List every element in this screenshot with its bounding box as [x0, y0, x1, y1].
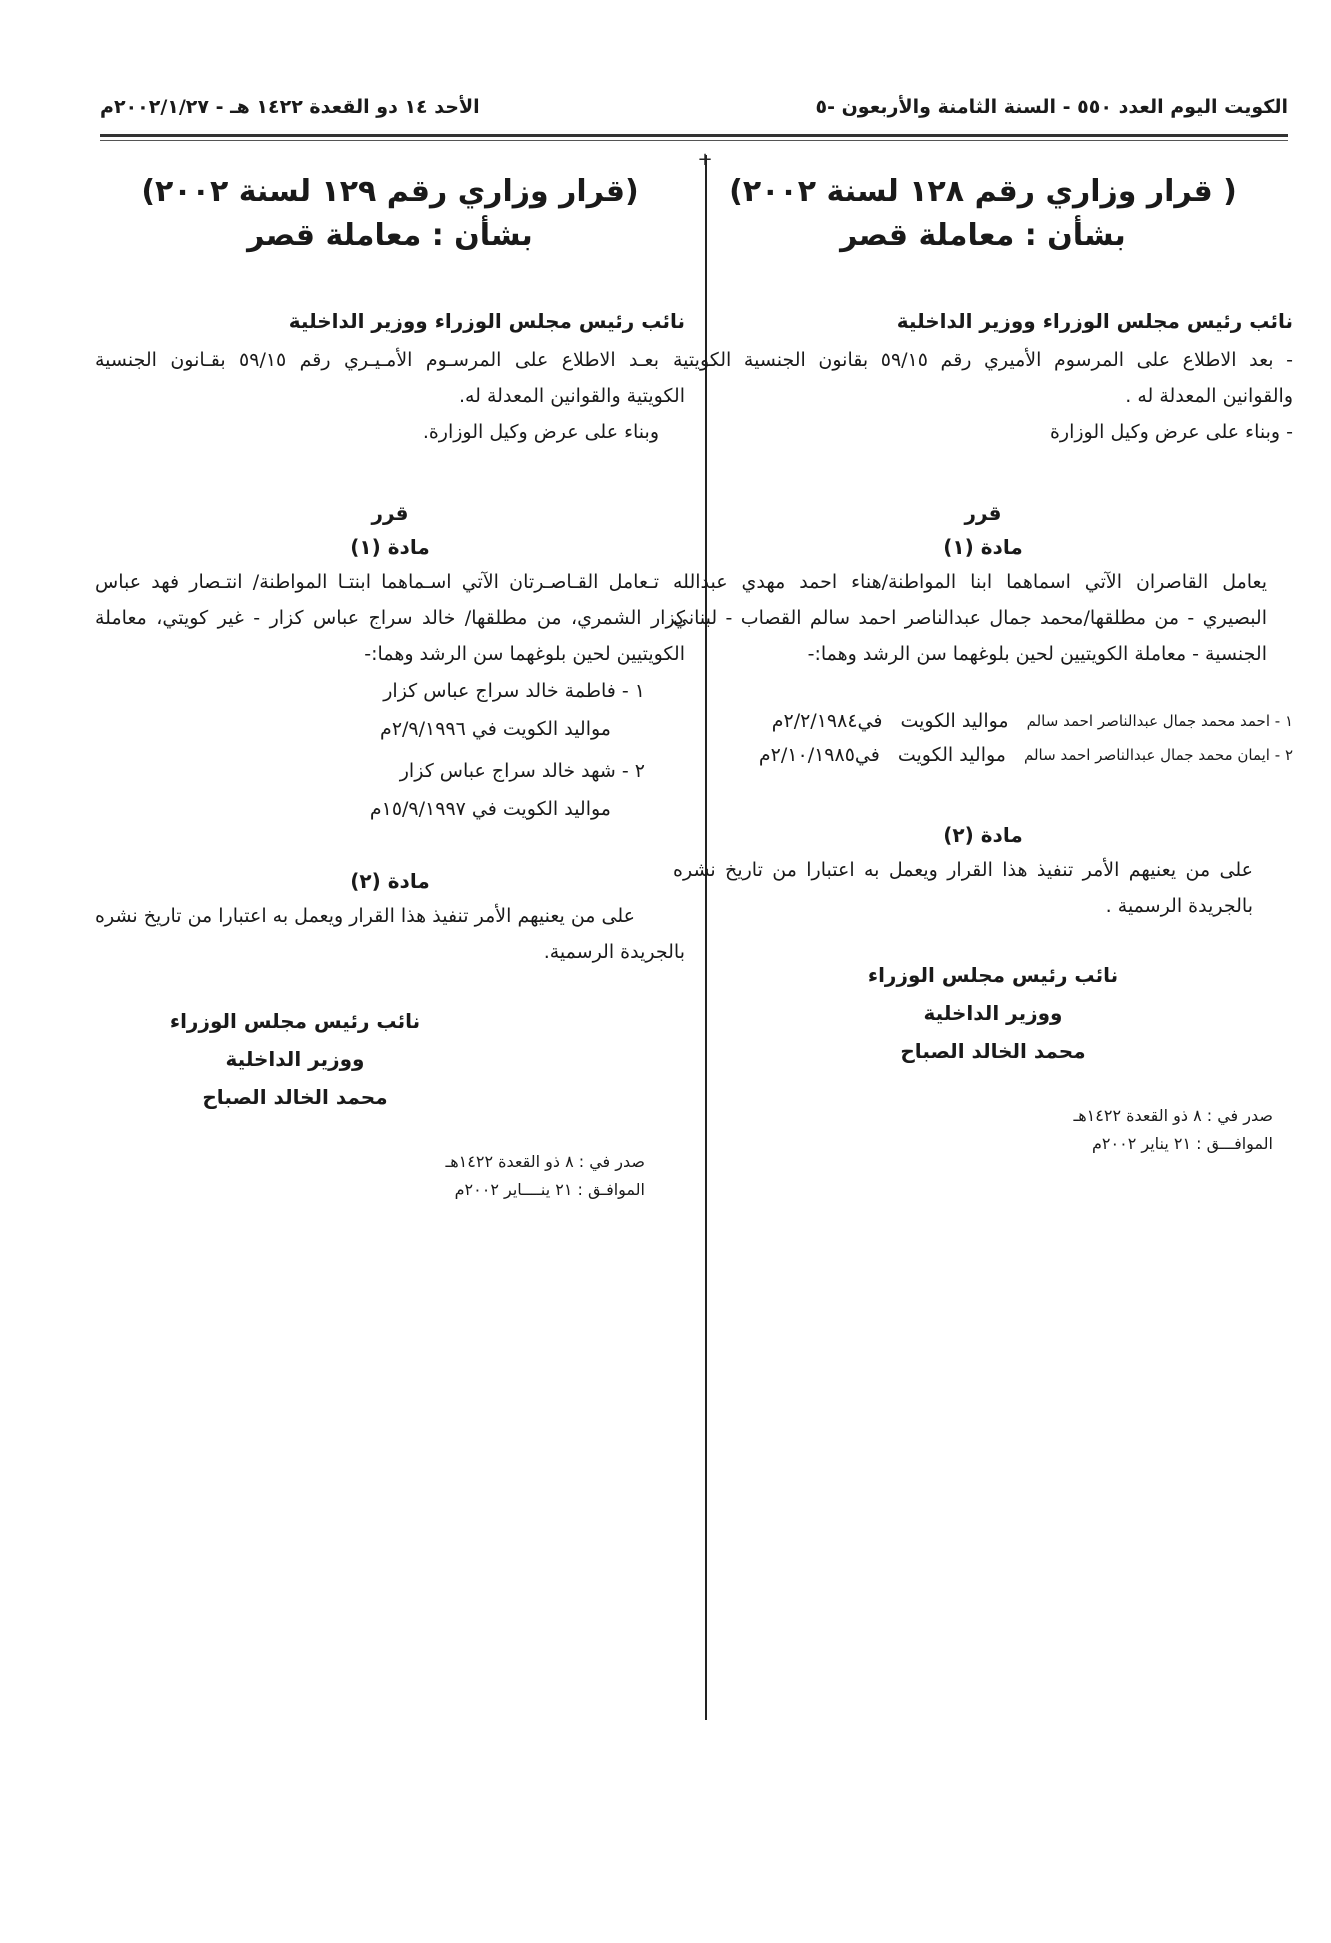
minor-birth: مواليد الكويت في ١٥/٩/١٩٩٧م: [369, 798, 611, 820]
minor-birthplace: مواليد الكويت: [897, 744, 1006, 766]
minor-name: ١ - احمد محمد جمال عبدالناصر احمد سالم: [1026, 712, 1293, 730]
decree-128: [673, 170, 1293, 1158]
preamble-clause: - وبناء على عرض وكيل الوزارة: [1049, 421, 1293, 443]
signature-line: نائب رئيس مجلس الوزراء: [867, 963, 1119, 987]
issue-date-gregorian: الموافـق : ٢١ ينــــاير ٢٠٠٢م: [454, 1180, 645, 1199]
issuing-authority: نائب رئيس مجلس الوزراء ووزير الداخلية: [288, 309, 685, 333]
decree-subject: بشأن : معاملة قصر: [247, 218, 533, 253]
decided-heading: قرر: [371, 501, 409, 525]
preamble-clause: بعـد الاطلاع على المرسـوم الأمـيـري رقم ٥٩/١٥ بقـانون الجنسية الكويتية والقوانين المعدلة له.: [95, 349, 685, 407]
minor-name: ٢ - شهد خالد سراج عباس كزار: [399, 760, 645, 782]
decree-subject: بشأن : معاملة قصر: [840, 218, 1126, 253]
issue-date-gregorian: الموافـــق : ٢١ يناير ٢٠٠٢م: [1092, 1134, 1273, 1153]
gazette-issue-info: الكويت اليوم العدد ٥٥٠ - السنة الثامنة والأربعون -٥: [815, 96, 1288, 118]
issue-date-hijri: صدر في : ٨ ذو القعدة ١٤٢٢هـ: [1073, 1106, 1273, 1125]
decided-heading: قرر: [964, 501, 1002, 525]
article-1-heading: مادة (١): [350, 535, 430, 559]
gazette-date: الأحد ١٤ دو القعدة ١٤٢٢ هـ - ٢٠٠٢/١/٢٧م: [100, 96, 480, 118]
issuing-authority: نائب رئيس مجلس الوزراء ووزير الداخلية: [896, 309, 1293, 333]
header-divider: [100, 134, 1288, 137]
minor-row: [673, 704, 1293, 738]
signature-block: [843, 956, 1143, 1070]
article-2-heading: مادة (٢): [943, 823, 1023, 847]
decree-title: ( قرار وزاري رقم ١٢٨ لسنة ٢٠٠٢): [729, 174, 1237, 209]
article-2-text: على من يعنيهم الأمر تنفيذ هذا القرار ويعمل به اعتبارا من تاريخ نشره بالجريدة الرسمية .: [673, 859, 1253, 917]
minor-name: ١ - فاطمة خالد سراج عباس كزار: [383, 680, 645, 702]
crop-mark-icon: +: [697, 149, 713, 170]
article-2-heading: مادة (٢): [350, 869, 430, 893]
minor-row: [673, 738, 1293, 772]
signature-line: نائب رئيس مجلس الوزراء: [169, 1009, 421, 1033]
minor-birthdate: في٢/٢/١٩٨٤م: [771, 710, 883, 732]
minor-birthdate: في٢/١٠/١٩٨٥م: [758, 744, 880, 766]
header-divider-thin: [100, 140, 1288, 141]
issue-date-hijri: صدر في : ٨ ذو القعدة ١٤٢٢هـ: [445, 1152, 645, 1171]
minor-name: ٢ - ايمان محمد جمال عبدالناصر احمد سالم: [1023, 746, 1293, 764]
article-1-heading: مادة (١): [943, 535, 1023, 559]
minor-birth: مواليد الكويت في ٢/٩/١٩٩٦م: [380, 718, 611, 740]
article-1-text: تـعامل القـاصـرتان الآتي اسـماهما ابنتـا المواطنة/ انتـصار فهد عباس كزار الشمري، من مطلقها/ خالد سراج عباس كزار - غير كويتي، معاملة الكويتيين لحين بلوغهما سن الرشد وهما:-: [95, 571, 685, 665]
decree-title: (قرار وزاري رقم ١٢٩ لسنة ٢٠٠٢): [141, 174, 639, 209]
signature-line: ووزير الداخلية: [923, 1001, 1063, 1025]
article-1-text: يعامل القاصران الآتي اسماهما ابنا المواطنة/هناء احمد مهدي عبدالله البصيري - من مطلقها/محمد جمال عبدالناصر احمد سالم القصاب - لبناني الجنسية - معاملة الكويتيين لحين بلوغهما سن الرشد وهما:-: [673, 571, 1267, 665]
minor-birthplace: مواليد الكويت: [900, 710, 1009, 732]
article-2-text: على من يعنيهم الأمر تنفيذ هذا القرار ويعمل به اعتبارا من تاريخ نشره بالجريدة الرسمية.: [95, 905, 685, 963]
preamble-clause: - بعد الاطلاع على المرسوم الأميري رقم ٥٩/١٥ بقانون الجنسية الكويتية والقوانين المعدلة له .: [673, 349, 1293, 407]
preamble-clause: وبناء على عرض وكيل الوزارة.: [422, 421, 659, 443]
decree-129: [95, 170, 685, 1204]
signature-line: ووزير الداخلية: [225, 1047, 365, 1071]
page-header: [100, 96, 1288, 126]
signature-block: [145, 1002, 445, 1116]
signatory-name: محمد الخالد الصباح: [202, 1085, 388, 1109]
signatory-name: محمد الخالد الصباح: [900, 1039, 1086, 1063]
